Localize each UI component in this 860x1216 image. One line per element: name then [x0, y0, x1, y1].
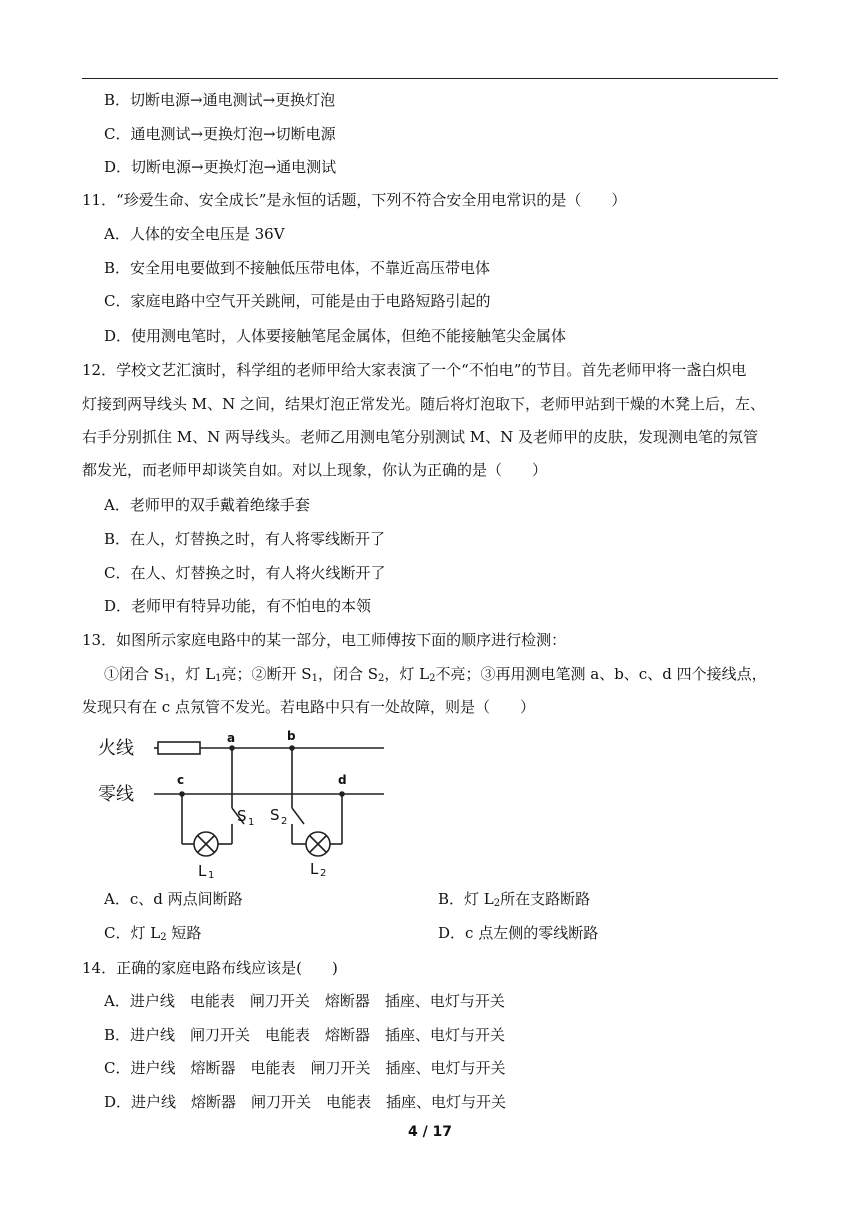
node-b: [289, 745, 295, 751]
label-l1-sub: 1: [208, 870, 215, 880]
q11-option-b: B．安全用电要做到不接触低压带电体，不靠近高压带电体: [104, 259, 491, 277]
q12-option-c: C．在人、灯替换之时，有人将火线断开了: [104, 564, 386, 582]
node-a: [229, 745, 235, 751]
q13-stem-last: 发现只有在 c 点氖管不发光。若电路中只有一处故障，则是（ ）: [82, 698, 535, 716]
q12-stem-line4: 都发光，而老师甲却谈笑自如。对以上现象，你认为正确的是（ ）: [82, 461, 548, 479]
q10-option-d: D．切断电源→更换灯泡→通电测试: [104, 158, 337, 176]
q11-option-a: A．人体的安全电压是 36V: [104, 225, 285, 243]
header-rule: [82, 78, 778, 79]
q12-option-d: D．老师甲有特异功能，有不怕电的本领: [104, 597, 372, 615]
page-number: 4 / 17: [407, 1124, 453, 1140]
q14-stem: 14．正确的家庭电路布线应该是( ): [82, 959, 338, 977]
q14-option-d: D．进户线 熔断器 闸刀开关 电能表 插座、电灯与开关: [104, 1093, 507, 1111]
label-b: b: [287, 729, 296, 743]
q11-option-c: C．家庭电路中空气开关跳闸，可能是由于电路短路引起的: [104, 292, 491, 310]
q14-option-b: B．进户线 闸刀开关 电能表 熔断器 插座、电灯与开关: [104, 1026, 506, 1044]
neutral-wire-label: 零线: [98, 784, 134, 805]
q13-option-c: C．灯 $L_2$ 短路: [104, 924, 202, 943]
live-wire-label: 火线: [98, 738, 134, 759]
node-c: [179, 791, 185, 797]
label-c: c: [177, 773, 185, 787]
q11-option-d: D．使用测电笔时，人体要接触笔尾金属体，但绝不能接触笔尖金属体: [104, 327, 567, 345]
label-l2-sub: 2: [320, 868, 327, 879]
q13-option-a: A．c、d 两点间断路: [104, 890, 243, 908]
q13-option-b: B．灯 $L_2$所在支路断路: [438, 890, 591, 909]
q13-option-d: D．c 点左侧的零线断路: [438, 924, 599, 942]
label-s1: S: [237, 807, 247, 825]
q12-option-b: B．在人，灯替换之时，有人将零线断开了: [104, 530, 386, 548]
label-a: a: [227, 731, 236, 745]
label-l1: L: [198, 862, 207, 880]
q12-stem-line2: 灯接到两导线头 M、N 之间，结果灯泡正常发光。随后将灯泡取下，老师甲站到干燥的木凳上后，左、: [82, 395, 766, 413]
q12-option-a: A．老师甲的双手戴着绝缘手套: [104, 496, 310, 514]
circuit-diagram: [96, 728, 386, 880]
q12-stem-line1: 12．学校文艺汇演时，科学组的老师甲给大家表演了一个“不怕电”的节目。首先老师甲将一盏白炽电: [82, 361, 747, 379]
q10-option-b: B．切断电源→通电测试→更换灯泡: [104, 91, 336, 109]
q14-option-c: C．进户线 熔断器 电能表 闸刀开关 插座、电灯与开关: [104, 1059, 506, 1077]
fuse: [158, 742, 200, 754]
label-s2: S: [270, 806, 280, 824]
q11-stem: 11．“珍爱生命、安全成长”是永恒的话题，下列不符合安全用电常识的是（ ）: [82, 191, 627, 209]
label-s2-sub: 2: [281, 816, 288, 827]
label-d: d: [338, 773, 347, 787]
q14-option-a: A．进户线 电能表 闸刀开关 熔断器 插座、电灯与开关: [104, 992, 505, 1010]
q10-option-c: C．通电测试→更换灯泡→切断电源: [104, 125, 336, 143]
q13-stem: 13．如图所示家庭电路中的某一部分，电工师傅按下面的顺序进行检测：: [82, 631, 567, 649]
switch-s2: [292, 808, 304, 824]
label-s1-sub: 1: [248, 817, 255, 828]
label-l2: L: [310, 860, 319, 878]
q12-stem-line3: 右手分别抓住 M、N 两导线头。老师乙用测电笔分别测试 M、N 及老师甲的皮肤，发现测电笔的氖管: [82, 428, 759, 446]
q13-steps: ①闭合 $S_1$，灯 $L_1$亮；②断开 $S_1$，闭合 $S_2$，灯 $L_2$不亮；③再用测电笔测 a、b、c、d 四个接线点，: [104, 665, 767, 684]
node-d: [339, 791, 345, 797]
